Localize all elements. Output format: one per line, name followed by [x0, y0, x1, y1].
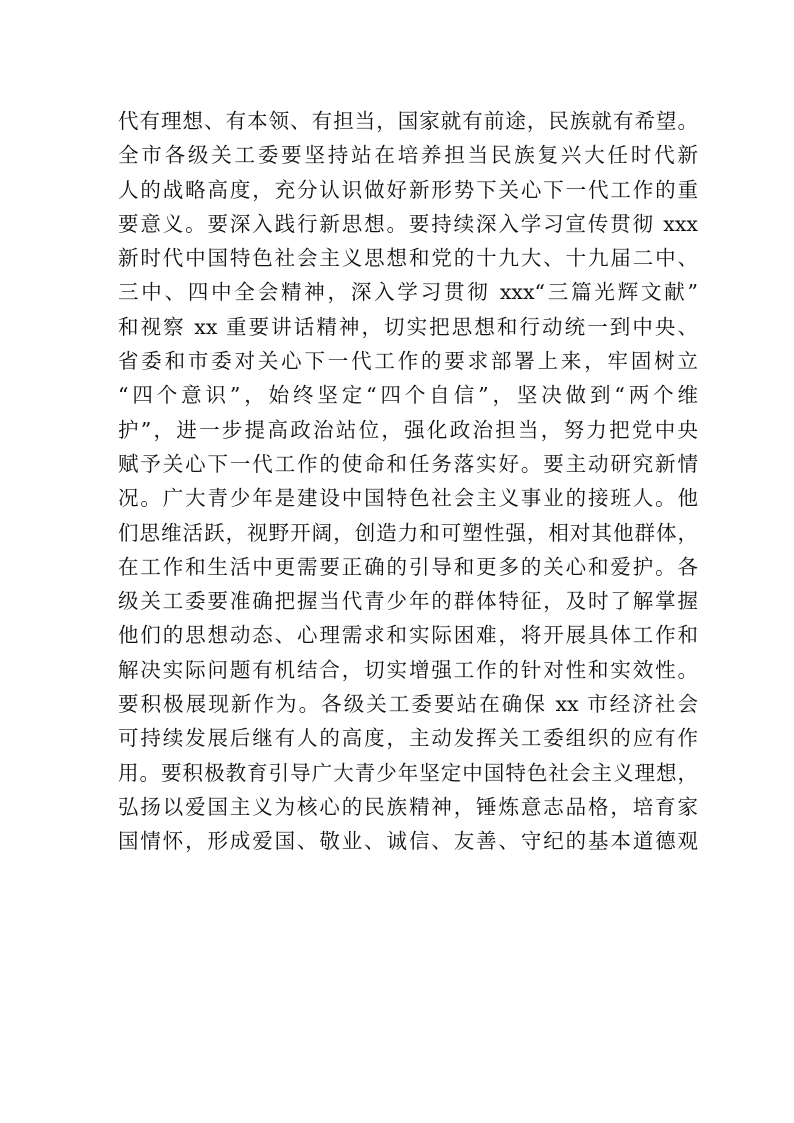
text-line: 三中、四中全会精神，深入学习贯彻 xxx“三篇光辉文献”: [118, 280, 698, 305]
text-line: 省委和市委对关心下一代工作的要求部署上来，牢固树立: [118, 349, 698, 374]
text-line: 解决实际问题有机结合，切实增强工作的针对性和实效性。: [118, 657, 698, 682]
text-line: 和视察 xx 重要讲话精神，切实把思想和行动统一到中央、: [118, 314, 698, 339]
text-line: 赋予关心下一代工作的使命和任务落实好。要主动研究新情: [118, 451, 698, 476]
text-line: 况。广大青少年是建设中国特色社会主义事业的接班人。他: [118, 486, 698, 511]
text-line: 级关工委要准确把握当代青少年的群体特征，及时了解掌握: [118, 589, 698, 614]
text-line: “四个意识”，始终坚定“四个自信”，坚决做到“两个维: [118, 383, 698, 408]
text-line: 们思维活跃，视野开阔，创造力和可塑性强，相对其他群体，: [118, 520, 698, 545]
text-line: 他们的思想动态、心理需求和实际困难，将开展具体工作和: [118, 623, 698, 648]
text-line: 在工作和生活中更需要正确的引导和更多的关心和爱护。各: [118, 554, 698, 579]
text-line: 人的战略高度，充分认识做好新形势下关心下一代工作的重: [118, 177, 698, 202]
text-line: 要意义。要深入践行新思想。要持续深入学习宣传贯彻 xxx: [118, 211, 698, 236]
text-line: 用。要积极教育引导广大青少年坚定中国特色社会主义理想，: [118, 760, 698, 785]
text-line: 弘扬以爱国主义为核心的民族精神，锤炼意志品格，培育家: [118, 794, 698, 819]
text-line: 全市各级关工委要坚持站在培养担当民族复兴大任时代新: [118, 143, 698, 168]
text-line: 代有理想、有本领、有担当，国家就有前途，民族就有希望。: [118, 109, 698, 133]
body-text: [118, 104, 698, 859]
text-line: 国情怀，形成爱国、敬业、诚信、友善、守纪的基本道德观: [118, 829, 698, 854]
text-line: 护”，进一步提高政治站位，强化政治担当，努力把党中央: [118, 417, 698, 442]
text-line: 可持续发展后继有人的高度，主动发挥关工委组织的应有作: [118, 726, 698, 751]
text-line: 新时代中国特色社会主义思想和党的十九大、十九届二中、: [118, 246, 698, 271]
text-line: 要积极展现新作为。各级关工委要站在确保 xx 市经济社会: [118, 692, 698, 717]
